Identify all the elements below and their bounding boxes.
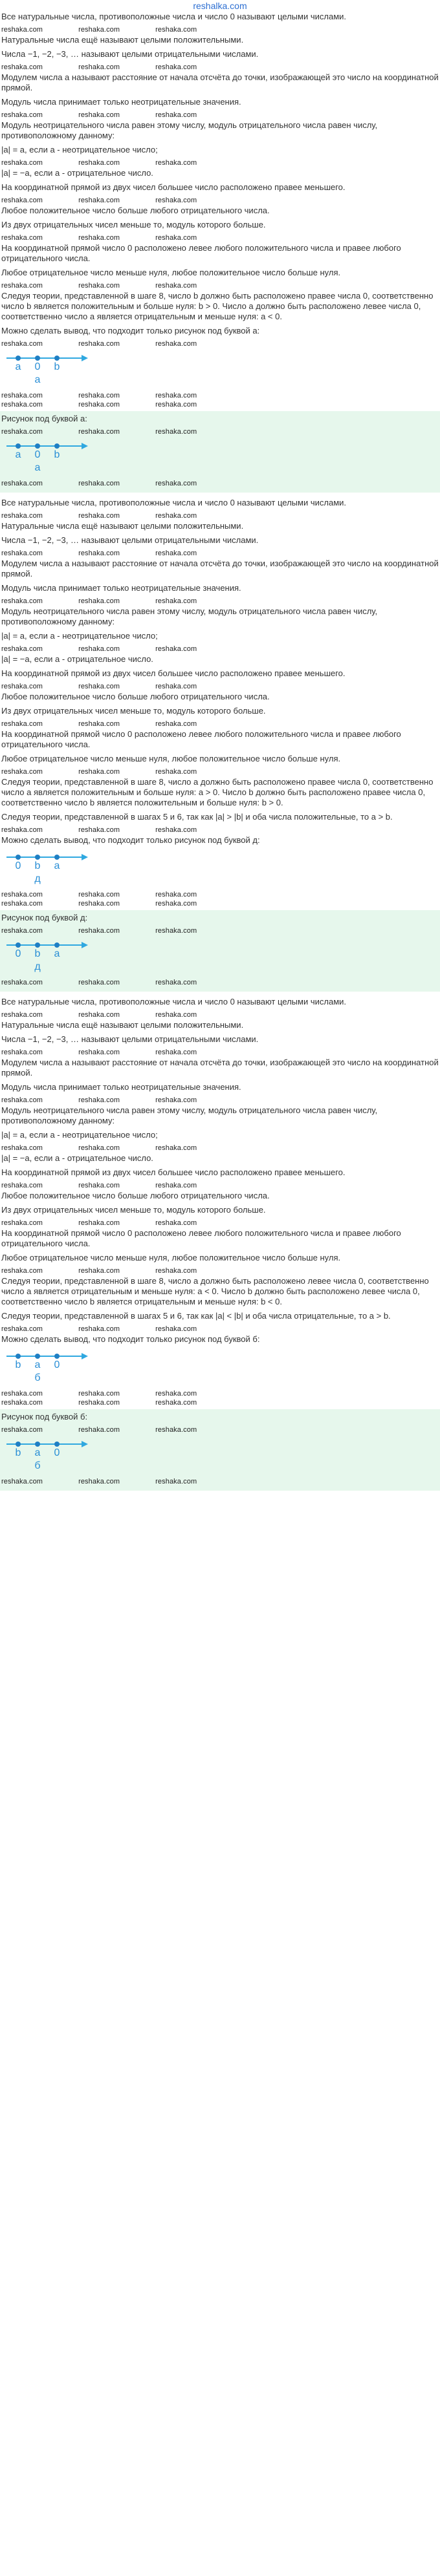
paragraph: Любое положительное число больше любого отрицательного числа. xyxy=(1,1191,270,1200)
watermark-text: reshaka.com xyxy=(1,979,43,986)
paragraph: Любое отрицательное число меньше нуля, любое положительное число больше нуля. xyxy=(1,754,341,763)
point-marker xyxy=(16,1442,21,1447)
paragraph: Все натуральные числа, противоположные числа и число 0 называют целыми числами. xyxy=(1,12,346,21)
point-label: b xyxy=(15,1359,21,1370)
watermark-row xyxy=(1,428,439,436)
paragraph: Числа −1, −2, −3, … называют целыми отрицательными числами. xyxy=(1,49,259,59)
watermark-text: reshaka.com xyxy=(155,1048,197,1056)
paragraph: |a| = −a, если a - отрицательное число. xyxy=(1,654,153,664)
watermark-text: reshaka.com xyxy=(78,340,120,348)
point-label: 0 xyxy=(54,1359,60,1370)
watermark-row xyxy=(1,720,439,728)
paragraph: На координатной прямой из двух чисел большее число расположено правее меньшего. xyxy=(1,668,346,678)
watermark-text: reshaka.com xyxy=(1,549,43,557)
paragraph: Числа −1, −2, −3, … называют целыми отрицательными числами. xyxy=(1,1034,259,1044)
watermark-text: reshaka.com xyxy=(155,683,197,690)
paragraph: Можно сделать вывод, что подходит только рисунок под буквой а: xyxy=(1,326,260,335)
watermark-text: reshaka.com xyxy=(1,480,43,487)
watermark-text: reshaka.com xyxy=(155,597,197,605)
watermark-text: reshaka.com xyxy=(78,282,120,290)
paragraph: Все натуральные числа, противоположные числа и число 0 называют целыми числами. xyxy=(1,498,346,507)
watermark-text: reshaka.com xyxy=(155,1478,197,1485)
number-line xyxy=(5,849,89,886)
number-line xyxy=(5,1348,89,1385)
number-line-figure xyxy=(1,350,439,388)
point-label: b xyxy=(34,948,41,959)
watermark-text: reshaka.com xyxy=(1,512,43,520)
paragraph: Из двух отрицательных чисел меньше то, модуль которого больше. xyxy=(1,706,266,716)
paragraph: Следуя теории, представленной в шагах 5 и 6, так как |a| < |b| и оба числа отрицательные, то a > b. xyxy=(1,1311,391,1321)
watermark-text: reshaka.com xyxy=(1,826,43,834)
watermark-text: reshaka.com xyxy=(1,392,43,399)
watermark-row xyxy=(1,392,439,399)
watermark-row xyxy=(1,340,439,348)
point-marker xyxy=(16,855,21,860)
watermark-row xyxy=(1,234,439,242)
point-marker xyxy=(54,855,60,860)
watermark-text: reshaka.com xyxy=(1,1144,43,1152)
watermark-text: reshaka.com xyxy=(155,900,197,908)
watermark-text: reshaka.com xyxy=(1,26,43,34)
watermark-text: reshaka.com xyxy=(155,63,197,71)
paragraph: |a| = −a, если a - отрицательное число. xyxy=(1,168,153,178)
watermark-row xyxy=(1,1399,439,1407)
watermark-row xyxy=(1,512,439,520)
watermark-text: reshaka.com xyxy=(155,111,197,119)
solution-section xyxy=(1,498,439,992)
number-line xyxy=(5,1436,89,1473)
answer-title: Рисунок под буквой а: xyxy=(1,414,87,423)
watermark-text: reshaka.com xyxy=(78,1096,120,1104)
watermark-text: reshaka.com xyxy=(155,26,197,34)
point-label: 0 xyxy=(34,449,41,460)
point-marker xyxy=(54,443,60,449)
figure-letter: д xyxy=(34,873,41,884)
watermark-text: reshaka.com xyxy=(78,234,120,242)
paragraph: Следуя теории, представленной в шаге 8, число b должно быть расположено правее числа 0, соответственно число b является положительным и больше нуля: b > 0. Число a должно быть расположено левее числа 0, соответственно число a является отрицательным и меньше нуля: a < 0. xyxy=(1,291,434,321)
figure-letter: а xyxy=(34,462,41,473)
number-line xyxy=(5,350,89,387)
watermark-text: reshaka.com xyxy=(1,683,43,690)
watermark-row xyxy=(1,1390,439,1398)
watermark-row xyxy=(1,282,439,290)
paragraph: Можно сделать вывод, что подходит только рисунок под буквой д: xyxy=(1,835,260,845)
watermark-row xyxy=(1,111,439,119)
watermark-text: reshaka.com xyxy=(155,340,197,348)
watermark-text: reshaka.com xyxy=(1,340,43,348)
paragraph: На координатной прямой число 0 расположено левее любого положительного числа и правее любого отрицательного числа. xyxy=(1,729,401,749)
paragraph: |a| = −a, если a - отрицательное число. xyxy=(1,1153,153,1163)
watermark-row xyxy=(1,197,439,204)
point-marker xyxy=(16,1354,21,1359)
figure-letter: б xyxy=(34,1372,41,1383)
paragraph: Из двух отрицательных чисел меньше то, модуль которого больше. xyxy=(1,220,266,229)
watermark-text: reshaka.com xyxy=(78,1390,120,1398)
watermark-row xyxy=(1,1048,439,1056)
watermark-text: reshaka.com xyxy=(155,1096,197,1104)
watermark-text: reshaka.com xyxy=(1,597,43,605)
watermark-text: reshaka.com xyxy=(1,197,43,204)
point-label: a xyxy=(15,361,21,372)
watermark-text: reshaka.com xyxy=(78,720,120,728)
watermark-text: reshaka.com xyxy=(1,1390,43,1398)
watermark-text: reshaka.com xyxy=(78,428,120,436)
number-line-figure xyxy=(1,438,439,476)
paragraph: Любое положительное число больше любого отрицательного числа. xyxy=(1,692,270,701)
watermark-text: reshaka.com xyxy=(78,1182,120,1189)
paragraph: Натуральные числа ещё называют целыми положительными. xyxy=(1,521,244,531)
answer-title: Рисунок под буквой д: xyxy=(1,913,88,922)
watermark-text: reshaka.com xyxy=(78,927,120,935)
watermark-text: reshaka.com xyxy=(1,428,43,436)
point-label: a xyxy=(54,860,60,871)
point-marker xyxy=(35,1354,40,1359)
watermark-text: reshaka.com xyxy=(78,891,120,899)
paragraph: Следуя теории, представленной в шагах 5 и 6, так как |a| > |b| и оба числа положительные, то a > b. xyxy=(1,812,393,822)
paragraph: Любое отрицательное число меньше нуля, любое положительное число больше нуля. xyxy=(1,1253,341,1262)
watermark-row xyxy=(1,401,439,409)
watermark-row xyxy=(1,645,439,653)
paragraph: На координатной прямой из двух чисел большее число расположено правее меньшего. xyxy=(1,1167,346,1177)
watermark-text: reshaka.com xyxy=(155,720,197,728)
paragraph: Модуль числа принимает только неотрицательные значения. xyxy=(1,97,241,107)
watermark-text: reshaka.com xyxy=(155,826,197,834)
figure-letter: б xyxy=(34,1460,41,1471)
watermark-text: reshaka.com xyxy=(155,428,197,436)
watermark-text: reshaka.com xyxy=(1,900,43,908)
number-line xyxy=(5,438,89,474)
watermark-text: reshaka.com xyxy=(155,979,197,986)
answer-block xyxy=(0,1409,440,1491)
point-label: a xyxy=(54,948,60,959)
watermark-text: reshaka.com xyxy=(78,1011,120,1019)
axis-arrow-icon xyxy=(82,1353,88,1359)
watermark-row xyxy=(1,979,439,986)
watermark-text: reshaka.com xyxy=(1,1267,43,1275)
paragraph: Модулем числа a называют расстояние от начала отсчёта до точки, изображающей это число на координатной прямой. xyxy=(1,72,439,92)
paragraph: Любое положительное число больше любого отрицательного числа. xyxy=(1,206,270,215)
watermark-text: reshaka.com xyxy=(78,1048,120,1056)
paragraph: На координатной прямой число 0 расположено левее любого положительного числа и правее любого отрицательного числа. xyxy=(1,1228,401,1248)
point-marker xyxy=(54,1442,60,1447)
point-marker xyxy=(16,942,21,948)
number-line-figure xyxy=(1,937,439,975)
watermark-text: reshaka.com xyxy=(78,480,120,487)
paragraph: На координатной прямой из двух чисел большее число расположено правее меньшего. xyxy=(1,182,346,192)
answer-block xyxy=(0,411,440,493)
paragraph: Все натуральные числа, противоположные числа и число 0 называют целыми числами. xyxy=(1,997,346,1006)
watermark-text: reshaka.com xyxy=(78,1144,120,1152)
paragraph: Модуль неотрицательного числа равен этому числу, модуль отрицательного числа равен числу, противоположному данному: xyxy=(1,1105,378,1125)
paragraph: Любое отрицательное число меньше нуля, любое положительное число больше нуля. xyxy=(1,268,341,277)
watermark-text: reshaka.com xyxy=(1,1011,43,1019)
watermark-text: reshaka.com xyxy=(155,1144,197,1152)
watermark-text: reshaka.com xyxy=(1,720,43,728)
watermark-text: reshaka.com xyxy=(1,891,43,899)
watermark-text: reshaka.com xyxy=(78,401,120,409)
point-label: b xyxy=(54,361,60,372)
watermark-row xyxy=(1,549,439,557)
watermark-text: reshaka.com xyxy=(1,1426,43,1434)
point-marker xyxy=(54,356,60,361)
paragraph: Можно сделать вывод, что подходит только рисунок под буквой б: xyxy=(1,1334,260,1344)
watermark-text: reshaka.com xyxy=(78,900,120,908)
watermark-text: reshaka.com xyxy=(1,234,43,242)
watermark-text: reshaka.com xyxy=(78,683,120,690)
point-marker xyxy=(35,443,40,449)
watermark-text: reshaka.com xyxy=(1,111,43,119)
watermark-text: reshaka.com xyxy=(155,645,197,653)
paragraph: Из двух отрицательных чисел меньше то, модуль которого больше. xyxy=(1,1205,266,1215)
watermark-row xyxy=(1,927,439,935)
watermark-text: reshaka.com xyxy=(155,392,197,399)
watermark-text: reshaka.com xyxy=(155,1219,197,1227)
paragraph: |a| = a, если a - неотрицательное число; xyxy=(1,631,158,641)
axis-arrow-icon xyxy=(82,942,88,948)
watermark-text: reshaka.com xyxy=(78,111,120,119)
point-label: 0 xyxy=(54,1447,60,1458)
watermark-text: reshaka.com xyxy=(1,63,43,71)
watermark-row xyxy=(1,891,439,899)
watermark-text: reshaka.com xyxy=(155,401,197,409)
watermark-text: reshaka.com xyxy=(155,234,197,242)
number-line xyxy=(5,937,89,974)
paragraph: Модулем числа a называют расстояние от начала отсчёта до точки, изображающей это число на координатной прямой. xyxy=(1,559,439,579)
paragraph: Модуль неотрицательного числа равен этому числу, модуль отрицательного числа равен числу, противоположному данному: xyxy=(1,606,378,626)
paragraph: Натуральные числа ещё называют целыми положительными. xyxy=(1,35,244,45)
site-logo[interactable]: reshalka.com xyxy=(193,1,247,11)
point-label: 0 xyxy=(15,948,21,959)
watermark-text: reshaka.com xyxy=(1,1048,43,1056)
watermark-text: reshaka.com xyxy=(78,1478,120,1485)
point-marker xyxy=(16,356,21,361)
watermark-text: reshaka.com xyxy=(78,26,120,34)
watermark-text: reshaka.com xyxy=(155,282,197,290)
point-label: 0 xyxy=(15,860,21,871)
watermark-text: reshaka.com xyxy=(78,1267,120,1275)
paragraph: Следуя теории, представленной в шаге 8, число a должно быть расположено правее числа 0, соответственно число a является положительным и больше нуля: a > 0. Число b должно быть расположено правее числа 0, соответственно число b является положительным и больше нуля: b > 0. xyxy=(1,777,434,807)
watermark-text: reshaka.com xyxy=(78,512,120,520)
watermark-row xyxy=(1,1426,439,1434)
watermark-text: reshaka.com xyxy=(155,1390,197,1398)
watermark-text: reshaka.com xyxy=(1,768,43,776)
watermark-text: reshaka.com xyxy=(155,1426,197,1434)
point-label: b xyxy=(54,449,60,460)
point-marker xyxy=(35,942,40,948)
watermark-text: reshaka.com xyxy=(78,1219,120,1227)
watermark-text: reshaka.com xyxy=(78,63,120,71)
watermark-text: reshaka.com xyxy=(78,826,120,834)
solution-section xyxy=(1,12,439,493)
point-marker xyxy=(54,942,60,948)
watermark-row xyxy=(1,26,439,34)
watermark-text: reshaka.com xyxy=(78,1399,120,1407)
watermark-text: reshaka.com xyxy=(1,1478,43,1485)
watermark-text: reshaka.com xyxy=(155,549,197,557)
paragraph: Модулем числа a называют расстояние от начала отсчёта до точки, изображающей это число на координатной прямой. xyxy=(1,1058,439,1078)
watermark-text: reshaka.com xyxy=(78,197,120,204)
watermark-row xyxy=(1,1219,439,1227)
paragraph: Модуль неотрицательного числа равен этому числу, модуль отрицательного числа равен числу, противоположному данному: xyxy=(1,120,378,140)
paragraph: Следуя теории, представленной в шаге 8, число a должно быть расположено левее числа 0, соответственно число a является отрицательным и меньше нуля: a < 0. Число b должно быть расположено левее числа 0, соответственно число b является отрицательным и меньше нуля: b < 0. xyxy=(1,1276,429,1306)
watermark-row xyxy=(1,1478,439,1485)
watermark-text: reshaka.com xyxy=(1,401,43,409)
watermark-row xyxy=(1,1325,439,1333)
watermark-text: reshaka.com xyxy=(155,512,197,520)
watermark-text: reshaka.com xyxy=(1,1182,43,1189)
watermark-text: reshaka.com xyxy=(1,1399,43,1407)
watermark-text: reshaka.com xyxy=(1,927,43,935)
point-label: a xyxy=(15,449,21,460)
watermark-text: reshaka.com xyxy=(1,282,43,290)
axis-arrow-icon xyxy=(82,355,88,361)
solution-content xyxy=(0,12,440,1491)
paragraph: Модуль числа принимает только неотрицательные значения. xyxy=(1,1082,241,1092)
watermark-text: reshaka.com xyxy=(78,392,120,399)
watermark-row xyxy=(1,768,439,776)
point-marker xyxy=(35,1442,40,1447)
point-label: b xyxy=(15,1447,21,1458)
axis-arrow-icon xyxy=(82,443,88,449)
figure-letter: д xyxy=(34,961,41,972)
watermark-text: reshaka.com xyxy=(1,1219,43,1227)
axis-arrow-icon xyxy=(82,1441,88,1447)
watermark-text: reshaka.com xyxy=(78,1325,120,1333)
watermark-text: reshaka.com xyxy=(155,1182,197,1189)
watermark-text: reshaka.com xyxy=(78,159,120,167)
watermark-row xyxy=(1,159,439,167)
figure-letter: а xyxy=(34,374,41,385)
watermark-text: reshaka.com xyxy=(78,1426,120,1434)
answer-block xyxy=(0,910,440,992)
watermark-text: reshaka.com xyxy=(155,1325,197,1333)
watermark-text: reshaka.com xyxy=(155,197,197,204)
watermark-text: reshaka.com xyxy=(78,597,120,605)
paragraph: Числа −1, −2, −3, … называют целыми отрицательными числами. xyxy=(1,535,259,545)
watermark-row xyxy=(1,1267,439,1275)
watermark-row xyxy=(1,597,439,605)
point-label: a xyxy=(34,1359,41,1370)
paragraph: Модуль числа принимает только неотрицательные значения. xyxy=(1,583,241,593)
point-marker xyxy=(35,855,40,860)
point-label: b xyxy=(34,860,41,871)
watermark-row xyxy=(1,683,439,690)
watermark-text: reshaka.com xyxy=(78,549,120,557)
watermark-text: reshaka.com xyxy=(155,1011,197,1019)
point-label: 0 xyxy=(34,361,41,372)
number-line-figure xyxy=(1,1436,439,1474)
watermark-text: reshaka.com xyxy=(78,768,120,776)
paragraph: Натуральные числа ещё называют целыми положительными. xyxy=(1,1020,244,1030)
watermark-text: reshaka.com xyxy=(155,927,197,935)
watermark-text: reshaka.com xyxy=(155,480,197,487)
axis-arrow-icon xyxy=(82,854,88,860)
watermark-text: reshaka.com xyxy=(78,645,120,653)
paragraph: |a| = a, если a - неотрицательное число; xyxy=(1,145,158,154)
paragraph: На координатной прямой число 0 расположено левее любого положительного числа и правее любого отрицательного числа. xyxy=(1,243,401,263)
watermark-text: reshaka.com xyxy=(1,645,43,653)
point-marker xyxy=(35,356,40,361)
number-line-figure xyxy=(1,849,439,887)
watermark-row xyxy=(1,63,439,71)
paragraph: |a| = a, если a - неотрицательное число; xyxy=(1,1130,158,1140)
number-line-figure xyxy=(1,1348,439,1386)
watermark-text: reshaka.com xyxy=(155,1267,197,1275)
solution-section xyxy=(1,997,439,1491)
watermark-text: reshaka.com xyxy=(155,1399,197,1407)
watermark-text: reshaka.com xyxy=(155,891,197,899)
watermark-text: reshaka.com xyxy=(1,1096,43,1104)
watermark-text: reshaka.com xyxy=(1,159,43,167)
watermark-row xyxy=(1,1011,439,1019)
watermark-row xyxy=(1,1182,439,1189)
point-label: a xyxy=(34,1447,41,1458)
watermark-row xyxy=(1,1144,439,1152)
watermark-row xyxy=(1,826,439,834)
watermark-row xyxy=(1,1096,439,1104)
point-marker xyxy=(54,1354,60,1359)
watermark-text: reshaka.com xyxy=(155,159,197,167)
point-marker xyxy=(16,443,21,449)
watermark-row xyxy=(1,900,439,908)
watermark-text: reshaka.com xyxy=(155,768,197,776)
watermark-text: reshaka.com xyxy=(78,979,120,986)
watermark-row xyxy=(1,480,439,487)
answer-title: Рисунок под буквой б: xyxy=(1,1412,88,1421)
watermark-text: reshaka.com xyxy=(1,1325,43,1333)
